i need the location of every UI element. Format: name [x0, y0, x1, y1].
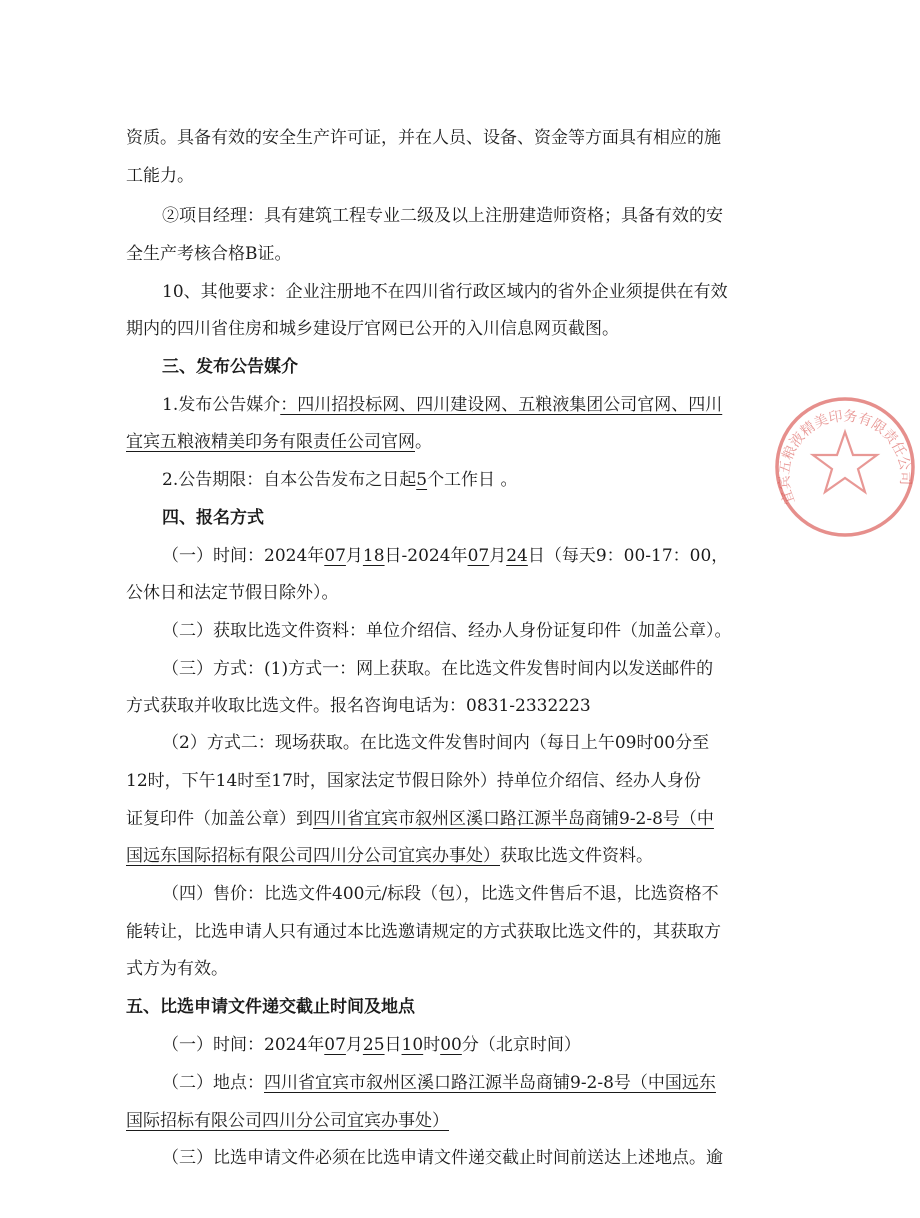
- text-segment: 式方为有效。: [126, 959, 228, 979]
- seal-star-icon: [813, 432, 877, 492]
- text-segment: 五、比选申请文件递交截止时间及地点: [126, 997, 415, 1017]
- text-segment: 全生产考核合格B证。: [126, 244, 292, 264]
- text-line: [126, 1110, 449, 1132]
- text-line: [126, 808, 714, 830]
- text-segment: 四、报名方式: [162, 508, 264, 528]
- underlined-text: 四川省宜宾市叙州区溪口路江源半岛商铺9-2-8号（中国远东: [264, 1073, 716, 1093]
- text-line: [162, 545, 728, 567]
- text-segment: （三）方式：(1)方式一：网上获取。在比选文件发售时间内以发送邮件的: [162, 659, 714, 679]
- text-line: [126, 127, 721, 149]
- text-line: [126, 921, 721, 943]
- underlined-text: 国际招标有限公司四川分公司宜宾办事处）: [126, 1111, 449, 1131]
- text-segment: 期内的四川省住房和城乡建设厅官网已公开的入川信息网页截图。: [126, 319, 619, 339]
- underlined-text: 18: [362, 546, 385, 566]
- text-segment: 三、发布公告媒介: [162, 357, 298, 377]
- text-line: [162, 1072, 716, 1094]
- text-segment: 公休日和法定节假日除外）。: [126, 583, 339, 603]
- text-segment: 。: [415, 432, 432, 452]
- underlined-text: 25: [362, 1035, 385, 1055]
- text-segment: （二）获取比选文件资料：单位介绍信、经办人身份证复印件（加盖公章）。: [162, 621, 732, 641]
- underlined-text: 00: [440, 1035, 462, 1055]
- text-line: [126, 582, 339, 604]
- text-line: [126, 695, 591, 717]
- text-line: [126, 770, 701, 792]
- text-segment: 1.发布公告媒介: [162, 395, 281, 415]
- text-line: [162, 620, 732, 642]
- text-segment: 获取比选文件资料。: [500, 846, 653, 866]
- text-line: [126, 958, 228, 980]
- text-segment: 10、其他要求：企业注册地不在四川省行政区域内的省外企业须提供在有效: [162, 282, 728, 302]
- section-heading: [126, 996, 415, 1018]
- underlined-text: 国远东国际招标有限公司四川分公司宜宾办事处）: [126, 846, 500, 866]
- text-line: [162, 1034, 581, 1056]
- text-segment: （一）时间：2024年: [162, 1035, 325, 1055]
- text-segment: 2.公告期限：自本公告发布之日起: [162, 470, 417, 490]
- text-line: [126, 243, 292, 265]
- text-segment: （二）地点：: [162, 1073, 264, 1093]
- text-segment: 月: [345, 546, 363, 566]
- text-segment: 证复印件（加盖公章）到: [126, 809, 313, 829]
- text-segment: 分（北京时间）: [461, 1035, 581, 1055]
- text-line: [162, 658, 713, 680]
- text-segment: 日-2024年: [384, 546, 468, 566]
- text-line: [162, 281, 728, 303]
- text-segment: 12时，下午14时至17时，国家法定节假日除外）持单位介绍信、经办人身份: [126, 771, 701, 791]
- seal-arc-text: 宜宾五粮液精美印务有限责任公司: [776, 408, 914, 507]
- text-segment: 日（每天9：00-17：00，: [527, 546, 729, 566]
- text-segment: （一）时间：2024年: [162, 546, 325, 566]
- text-line: [126, 431, 432, 453]
- text-segment: ②项目经理：具有建筑工程专业二级及以上注册建造师资格；具备有效的安: [162, 206, 723, 226]
- underlined-text: 5: [416, 470, 428, 490]
- text-segment: 日: [384, 1035, 402, 1055]
- text-segment: （四）售价：比选文件400元/标段（包），比选文件售后不退，比选资格不: [162, 884, 719, 904]
- text-segment: 月: [489, 546, 507, 566]
- text-line: [162, 732, 709, 754]
- company-seal-stamp: [770, 392, 920, 542]
- underlined-text: 10: [401, 1035, 424, 1055]
- text-segment: 方式获取并收取比选文件。报名咨询电话为：0831-2332223: [126, 696, 591, 716]
- underlined-text: 24: [506, 546, 528, 566]
- underlined-text: 宜宾五粮液精美印务有限责任公司官网: [126, 432, 415, 452]
- underlined-text: 07: [324, 1035, 346, 1055]
- text-line: [126, 165, 194, 187]
- section-heading: [162, 356, 298, 378]
- text-line: [126, 845, 653, 867]
- text-line: [162, 205, 723, 227]
- underlined-text: 07: [467, 546, 490, 566]
- text-segment: 资质。具备有效的安全生产许可证，并在人员、设备、资金等方面具有相应的施: [126, 128, 721, 148]
- text-line: [126, 318, 619, 340]
- text-segment: 月: [345, 1035, 363, 1055]
- underlined-text: 四川省宜宾市叙州区溪口路江源半岛商铺9-2-8号（中: [313, 809, 714, 829]
- text-line: [162, 394, 722, 416]
- text-line: [162, 883, 719, 905]
- text-line: [162, 1147, 723, 1169]
- section-heading: [162, 507, 264, 529]
- underlined-text: 07: [324, 546, 346, 566]
- text-line: [162, 469, 517, 491]
- text-segment: 个工作日 。: [427, 470, 518, 490]
- underlined-text: ：四川招投标网、四川建设网、五粮液集团公司官网、四川: [280, 395, 723, 415]
- text-segment: （2）方式二：现场获取。在比选文件发售时间内（每日上午09时00分至: [162, 733, 710, 753]
- text-segment: 能转让，比选申请人只有通过本比选邀请规定的方式获取比选文件的，其获取方: [126, 922, 721, 942]
- text-segment: （三）比选申请文件必须在比选申请文件递交截止时间前送达上述地点。逾: [162, 1148, 723, 1168]
- text-segment: 时: [423, 1035, 441, 1055]
- text-segment: 工能力。: [126, 166, 194, 186]
